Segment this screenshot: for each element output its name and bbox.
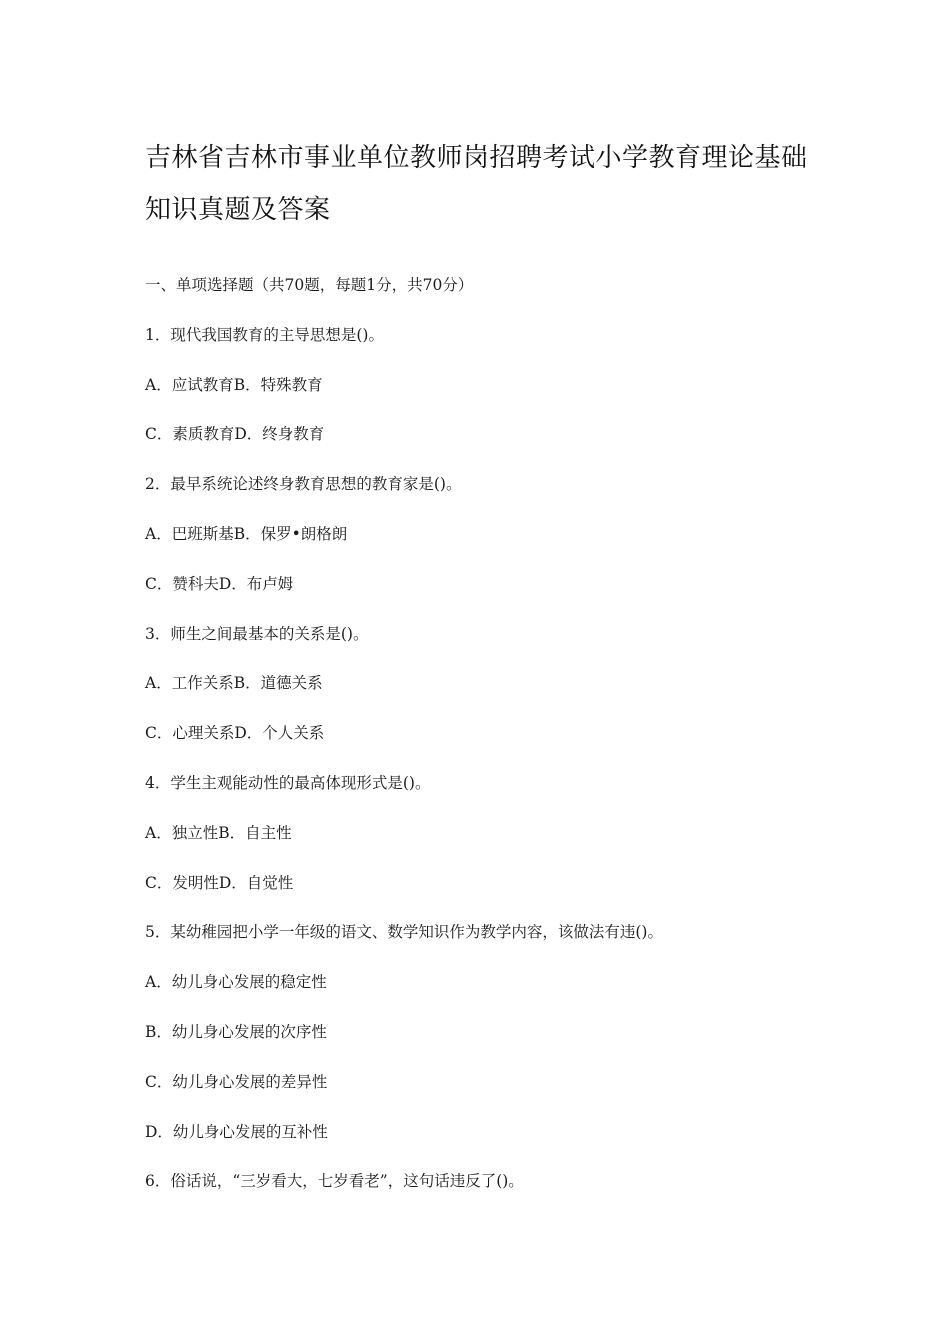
question-1: 1．现代我国教育的主导思想是()。 — [145, 325, 384, 344]
section-heading: 一、单项选择题（共70题，每题1分，共70分） — [145, 276, 474, 294]
question-5-option-a: A．幼儿身心发展的稳定性 — [145, 973, 327, 992]
question-2-options-cd: C．赞科夫D．布卢姆 — [145, 574, 294, 593]
question-2: 2．最早系统论述终身教育思想的教育家是()。 — [145, 475, 462, 494]
question-3: 3．师生之间最基本的关系是()。 — [145, 624, 369, 643]
document-title — [145, 132, 825, 236]
question-4-options-cd: C．发明性D．自觉性 — [145, 873, 294, 892]
question-2-options-ab: A．巴班斯基B．保罗•朗格朗 — [145, 524, 348, 543]
question-3-options-cd: C．心理关系D．个人关系 — [145, 724, 325, 743]
question-5-option-d: D．幼儿身心发展的互补性 — [145, 1122, 328, 1141]
question-4-options-ab: A．独立性B．自主性 — [145, 823, 292, 842]
question-6: 6．俗话说，“三岁看大，七岁看老”，这句话违反了()。 — [145, 1172, 524, 1191]
question-5: 5．某幼稚园把小学一年级的语文、数学知识作为教学内容，该做法有违()。 — [145, 923, 663, 942]
title-line-1: 吉林省吉林市事业单位教师岗招聘考试小学教育理论基础 — [145, 143, 808, 173]
question-1-options-cd: C．素质教育D．终身教育 — [145, 425, 325, 444]
question-5-option-b: B．幼儿身心发展的次序性 — [145, 1022, 327, 1041]
question-4: 4．学生主观能动性的最高体现形式是()。 — [145, 773, 431, 792]
question-5-option-c: C．幼儿身心发展的差异性 — [145, 1072, 328, 1091]
document-body — [145, 270, 825, 1216]
title-line-2: 知识真题及答案 — [145, 195, 331, 225]
question-3-options-ab: A．工作关系B．道德关系 — [145, 674, 323, 693]
question-1-options-ab: A．应试教育B．特殊教育 — [145, 375, 323, 394]
